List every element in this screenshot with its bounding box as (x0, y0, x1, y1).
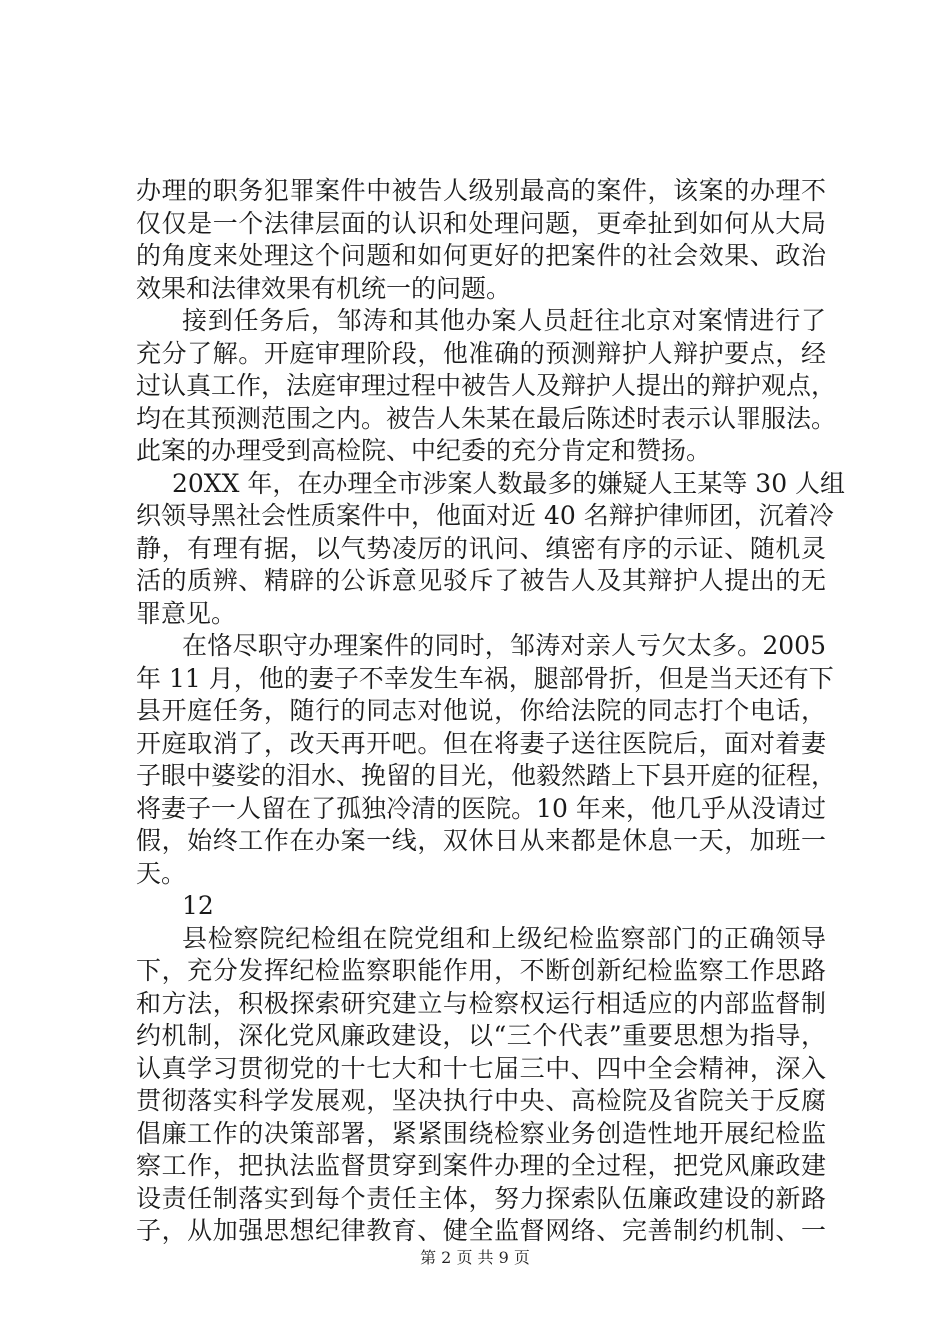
paragraph (136, 890, 826, 923)
text-line: 认真学习贯彻党的十七大和十七届三中、四中全会精神，深入 (136, 1053, 826, 1083)
paragraph (136, 923, 826, 1248)
text-line: 假，始终工作在办案一线，双休日从来都是休息一天，加班一 (136, 826, 826, 855)
text-line: 20XX 年，在办理全市涉案人数最多的嫌疑人王某等 30 人组 (172, 468, 846, 498)
text-line: 子眼中婆娑的泪水、挽留的目光，他毅然踏上下县开庭的征程， (136, 761, 837, 790)
page-footer: 第 2 页 共 9 页 (420, 1248, 530, 1267)
text-line: 约机制，深化党风廉政建设，以“三个代表”重要思想为指导， (136, 1021, 826, 1050)
text-line: 效果和法律效果有机统一的问题。 (136, 273, 512, 303)
text-line: 年 11 月，他的妻子不幸发生车祸，腿部骨折，但是当天还有下 (136, 663, 834, 693)
paragraph (136, 175, 826, 305)
text-line: 12 (182, 891, 214, 920)
text-line: 织领导黑社会性质案件中，他面对近 40 名辩护律师团，沉着冷 (136, 501, 834, 530)
text-line: 和方法，积极探索研究建立与检察权运行相适应的内部监督制 (136, 988, 826, 1018)
text-line: 静，有理有据，以气势凌厉的讯问、缜密有序的示证、随机灵 (136, 533, 826, 563)
paragraph (136, 468, 846, 631)
document-body (136, 175, 846, 1248)
text-line: 将妻子一人留在了孤独冷清的医院。10 年来，他几乎从没请过 (136, 793, 826, 823)
text-line: 此案的办理受到高检院、中纪委的充分肯定和赞扬。 (136, 436, 712, 465)
text-line: 县检察院纪检组在院党组和上级纪检监察部门的正确领导 (182, 923, 826, 953)
text-line: 天。 (136, 858, 187, 888)
text-line: 子，从加强思想纪律教育、健全监督网络、完善制约机制、一 (136, 1216, 826, 1245)
text-line: 充分了解。开庭审理阶段，他准确的预测辩护人辩护要点，经 (136, 338, 826, 368)
text-line: 的角度来处理这个问题和如何更好的把案件的社会效果、政治 (136, 241, 826, 270)
text-line: 办理的职务犯罪案件中被告人级别最高的案件，该案的办理不 (136, 176, 826, 205)
paragraph (136, 630, 837, 890)
text-line: 设责任制落实到每个责任主体，努力探索队伍廉政建设的新路 (136, 1183, 826, 1213)
paragraph (136, 305, 837, 468)
text-line: 察工作，把执法监督贯穿到案件办理的全过程，把党风廉政建 (136, 1151, 826, 1180)
text-line: 贯彻落实科学发展观，坚决执行中央、高检院及省院关于反腐 (136, 1086, 826, 1115)
text-line: 过认真工作，法庭审理过程中被告人及辩护人提出的辩护观点， (136, 371, 837, 400)
text-line: 罪意见。 (136, 598, 237, 628)
text-line: 仅仅是一个法律层面的认识和处理问题，更牵扯到如何从大局 (136, 208, 826, 238)
text-line: 倡廉工作的决策部署，紧紧围绕检察业务创造性地开展纪检监 (136, 1118, 826, 1148)
text-line: 县开庭任务，随行的同志对他说，你给法院的同志打个电话， (136, 696, 826, 725)
text-line: 接到任务后，邹涛和其他办案人员赶往北京对案情进行了 (182, 306, 826, 335)
text-line: 开庭取消了，改天再开吧。但在将妻子送往医院后，面对着妻 (136, 728, 826, 758)
text-line: 在恪尽职守办理案件的同时，邹涛对亲人亏欠太多。2005 (182, 631, 826, 660)
text-line: 下，充分发挥纪检监察职能作用，不断创新纪检监察工作思路 (136, 956, 826, 985)
text-line: 活的质辨、精辟的公诉意见驳斥了被告人及其辩护人提出的无 (136, 566, 826, 595)
text-line: 均在其预测范围之内。被告人朱某在最后陈述时表示认罪服法。 (136, 403, 837, 433)
